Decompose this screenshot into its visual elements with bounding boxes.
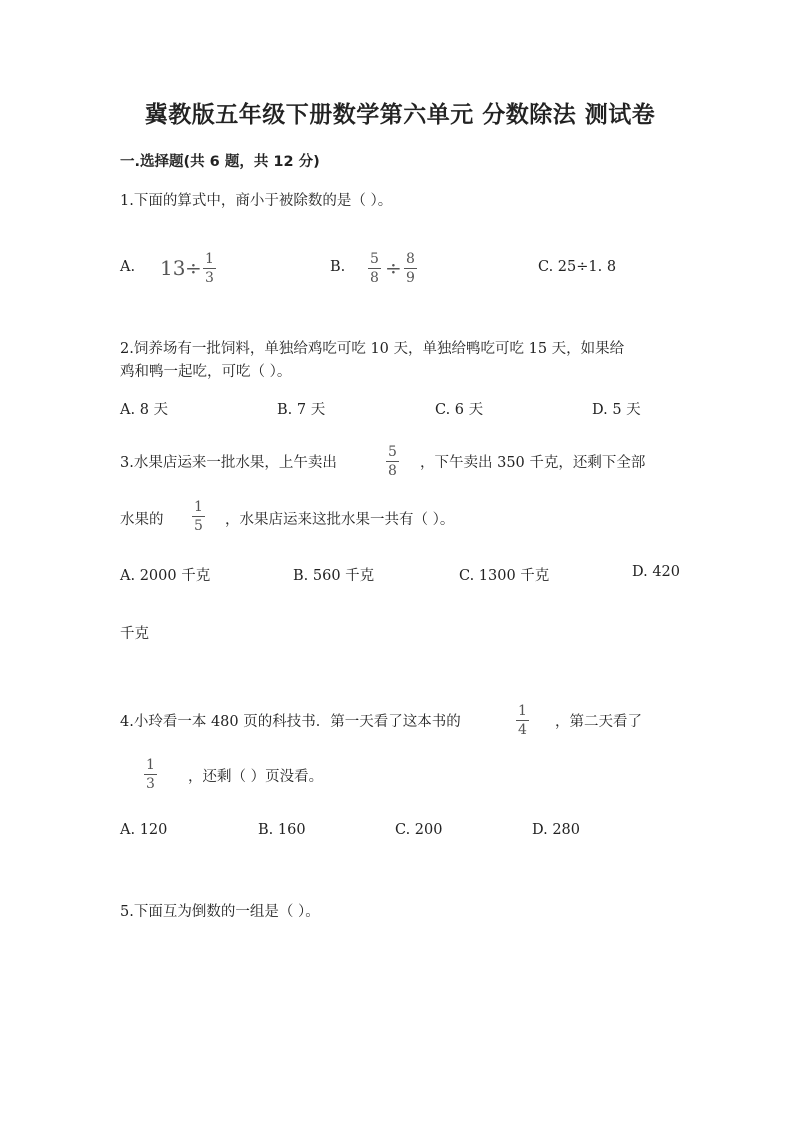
fraction-numerator: 5: [388, 444, 397, 460]
fraction-denominator: 9: [406, 270, 415, 286]
fraction-bar: [386, 461, 399, 462]
q1-option-b-operator: ÷: [385, 256, 402, 280]
q4-option-d: D. 280: [532, 822, 581, 838]
fraction-numerator: 1: [205, 251, 214, 267]
fraction-numerator: 1: [518, 703, 527, 719]
q1-option-b-fraction-2: [404, 252, 417, 285]
question-1-stem: 1.下面的算式中，商小于被除数的是（ ）。: [120, 193, 393, 209]
question-4-text-3: ，还剩（ ）页没看。: [188, 769, 324, 785]
question-3-text-1: 3.水果店运来一批水果，上午卖出: [120, 455, 337, 471]
q4-fraction-2: [144, 758, 157, 791]
q1-option-a-whole: 13: [160, 256, 186, 280]
q1-option-b-fraction-1: [368, 252, 381, 285]
fraction-denominator: 3: [205, 270, 214, 286]
fraction-denominator: 8: [370, 270, 379, 286]
q1-option-a-operator: ÷: [185, 256, 202, 280]
q4-fraction-1: [516, 704, 529, 737]
q3-option-d-continued: 千克: [120, 626, 149, 642]
q2-option-b: B. 7 天: [277, 402, 326, 418]
page-title: 冀教版五年级下册数学第六单元 分数除法 测试卷: [144, 102, 656, 128]
fraction-denominator: 8: [388, 463, 397, 479]
fraction-denominator: 5: [194, 518, 203, 534]
q3-option-c: C. 1300 千克: [459, 568, 550, 584]
question-5-stem: 5.下面互为倒数的一组是（ ）。: [120, 904, 320, 920]
q1-option-a-label: A.: [120, 259, 136, 275]
q1-option-c: C. 25÷1. 8: [538, 259, 617, 275]
q4-option-a: A. 120: [120, 822, 168, 838]
question-2-stem-line-1: 2.饲养场有一批饲料，单独给鸡吃可吃 10 天，单独给鸭吃可吃 15 天，如果给: [120, 341, 625, 357]
fraction-bar: [404, 268, 417, 269]
q2-option-c: C. 6 天: [435, 402, 484, 418]
fraction-numerator: 8: [406, 251, 415, 267]
q3-fraction-1: [386, 445, 399, 478]
q3-option-d: D. 420: [632, 564, 681, 580]
question-3-text-2: ，下午卖出 350 千克，还剩下全部: [420, 455, 646, 471]
question-4-text-1: 4.小玲看一本 480 页的科技书．第一天看了这本书的: [120, 714, 461, 730]
q3-fraction-2: [192, 500, 205, 533]
q4-option-b: B. 160: [258, 822, 306, 838]
section-heading: 一.选择题(共 6 题，共 12 分): [120, 154, 320, 170]
fraction-denominator: 3: [146, 776, 155, 792]
question-2-stem-line-2: 鸡和鸭一起吃，可吃（ ）。: [120, 364, 292, 380]
fraction-denominator: 4: [518, 722, 527, 738]
q3-option-b: B. 560 千克: [293, 568, 375, 584]
q1-option-b-label: B.: [330, 259, 346, 275]
fraction-bar: [516, 720, 529, 721]
fraction-numerator: 1: [194, 499, 203, 515]
q2-option-a: A. 8 天: [120, 402, 169, 418]
question-3-text-3: 水果的: [120, 512, 164, 528]
q4-option-c: C. 200: [395, 822, 443, 838]
fraction-bar: [192, 516, 205, 517]
q3-option-a: A. 2000 千克: [120, 568, 211, 584]
fraction-numerator: 1: [146, 757, 155, 773]
fraction-bar: [144, 774, 157, 775]
fraction-bar: [203, 268, 216, 269]
fraction-numerator: 5: [370, 251, 379, 267]
q1-option-a-fraction: [203, 252, 216, 285]
question-4-text-2: ，第二天看了: [555, 714, 642, 730]
q2-option-d: D. 5 天: [592, 402, 641, 418]
fraction-bar: [368, 268, 381, 269]
question-3-text-4: ，水果店运来这批水果一共有（ ）。: [225, 512, 455, 528]
